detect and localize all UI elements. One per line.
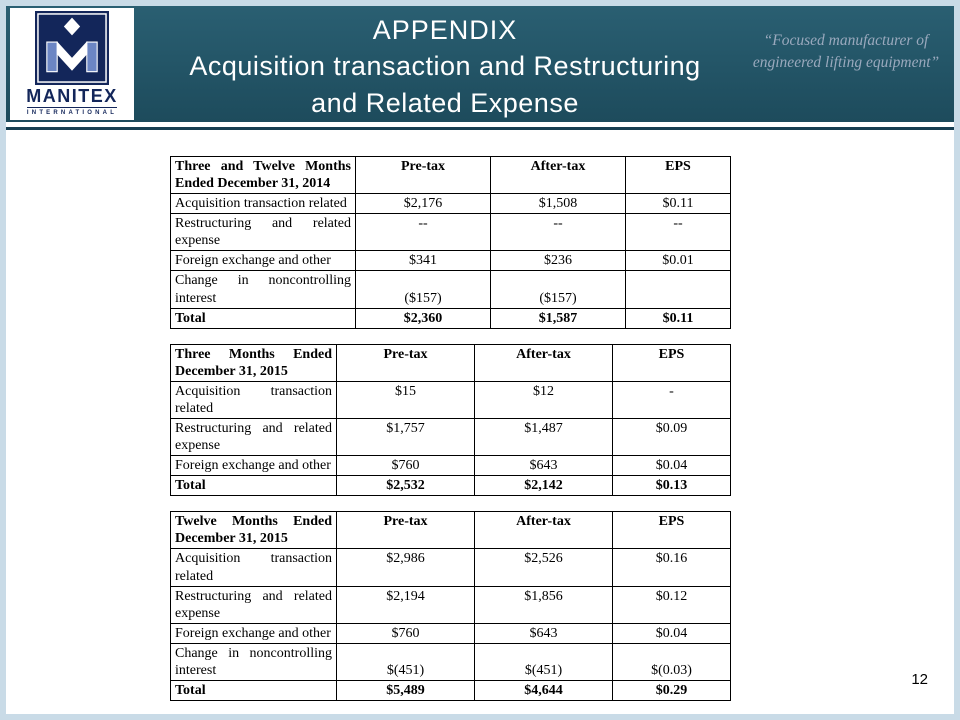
table-title-cell: Twelve Months Ended December 31, 2015 (171, 512, 337, 549)
cell-value: $0.01 (626, 251, 731, 271)
cell-value: $0.11 (626, 308, 731, 328)
cell-value: $760 (337, 456, 475, 476)
table-header-row (171, 157, 731, 194)
cell-value: $0.29 (613, 681, 731, 701)
cell-value: $341 (356, 251, 491, 271)
header-rule (6, 127, 954, 130)
logo-sub-text: INTERNATIONAL (27, 107, 117, 116)
cell-value: $5,489 (337, 681, 475, 701)
table-row (171, 194, 731, 214)
column-header: EPS (613, 512, 731, 549)
table-row (171, 623, 731, 643)
row-label: Change in noncontrolling interest (171, 643, 337, 680)
column-header: Pre-tax (337, 344, 475, 381)
cell-value: $1,508 (491, 194, 626, 214)
column-header: EPS (613, 344, 731, 381)
table-row (171, 381, 731, 418)
cell-value: $643 (475, 623, 613, 643)
cell-value: $(0.03) (613, 643, 731, 680)
cell-value: $236 (491, 251, 626, 271)
cell-value: $1,757 (337, 419, 475, 456)
cell-value: $0.11 (626, 194, 731, 214)
row-label: Foreign exchange and other (171, 623, 337, 643)
cell-value: $1,587 (491, 308, 626, 328)
row-label: Acquisition transaction related (171, 194, 356, 214)
table-row (171, 476, 731, 496)
cell-value (626, 271, 731, 308)
cell-value: $2,194 (337, 586, 475, 623)
table-row (171, 419, 731, 456)
table-header-row (171, 344, 731, 381)
cell-value: $2,176 (356, 194, 491, 214)
cell-value: $2,142 (475, 476, 613, 496)
manitex-logo (10, 8, 134, 120)
header-band (6, 6, 954, 122)
cell-value: $0.13 (613, 476, 731, 496)
cell-value: $15 (337, 381, 475, 418)
table-row (171, 271, 731, 308)
cell-value: $0.04 (613, 456, 731, 476)
table-row (171, 643, 731, 680)
row-label: Total (171, 476, 337, 496)
row-label: Restructuring and related expense (171, 214, 356, 251)
table-twelve-months-2015 (170, 511, 731, 701)
column-header: After-tax (475, 512, 613, 549)
column-header: Pre-tax (356, 157, 491, 194)
cell-value: $0.09 (613, 419, 731, 456)
row-label: Foreign exchange and other (171, 456, 337, 476)
cell-value: $2,526 (475, 549, 613, 586)
cell-value: -- (491, 214, 626, 251)
tagline-quote: “Focused manufacturer of engineered lifting equipment” (752, 32, 940, 71)
cell-value: $1,856 (475, 586, 613, 623)
table-row (171, 214, 731, 251)
slide-title-line-1: Acquisition transaction and Restructuring (189, 51, 701, 81)
cell-value: $0.12 (613, 586, 731, 623)
cell-value: $4,644 (475, 681, 613, 701)
row-label: Acquisition transaction related (171, 381, 337, 418)
column-header: After-tax (491, 157, 626, 194)
column-header: EPS (626, 157, 731, 194)
table-row (171, 586, 731, 623)
table-header-row (171, 512, 731, 549)
table-row (171, 308, 731, 328)
row-label: Foreign exchange and other (171, 251, 356, 271)
table-three-and-twelve-months-2014 (170, 156, 731, 329)
cell-value: $(451) (337, 643, 475, 680)
cell-value: $1,487 (475, 419, 613, 456)
row-label: Total (171, 308, 356, 328)
cell-value: $0.16 (613, 549, 731, 586)
page-number: 12 (911, 671, 928, 688)
row-label: Total (171, 681, 337, 701)
row-label: Change in noncontrolling interest (171, 271, 356, 308)
row-label: Acquisition transaction related (171, 549, 337, 586)
slide-title-line-2: and Related Expense (311, 88, 579, 118)
cell-value: $2,532 (337, 476, 475, 496)
cell-value: ($157) (356, 271, 491, 308)
cell-value: $2,986 (337, 549, 475, 586)
cell-value: $643 (475, 456, 613, 476)
cell-value: $(451) (475, 643, 613, 680)
table-row (171, 681, 731, 701)
logo-brand-text: MANITEX (26, 86, 118, 106)
header-titles (146, 12, 744, 122)
column-header: Pre-tax (337, 512, 475, 549)
cell-value: $760 (337, 623, 475, 643)
manitex-logo-icon (35, 11, 109, 85)
table-title-cell: Three Months Ended December 31, 2015 (171, 344, 337, 381)
row-label: Restructuring and related expense (171, 586, 337, 623)
table-title-cell: Three and Twelve Months Ended December 31, 2014 (171, 157, 356, 194)
slide-content (6, 156, 954, 701)
cell-value: -- (626, 214, 731, 251)
cell-value: $12 (475, 381, 613, 418)
cell-value: $0.04 (613, 623, 731, 643)
cell-value: $2,360 (356, 308, 491, 328)
row-label: Restructuring and related expense (171, 419, 337, 456)
cell-value: ($157) (491, 271, 626, 308)
cell-value: - (613, 381, 731, 418)
cell-value: -- (356, 214, 491, 251)
table-row (171, 549, 731, 586)
appendix-kicker: APPENDIX (372, 15, 518, 45)
column-header: After-tax (475, 344, 613, 381)
table-three-months-2015 (170, 344, 731, 497)
table-row (171, 251, 731, 271)
table-row (171, 456, 731, 476)
